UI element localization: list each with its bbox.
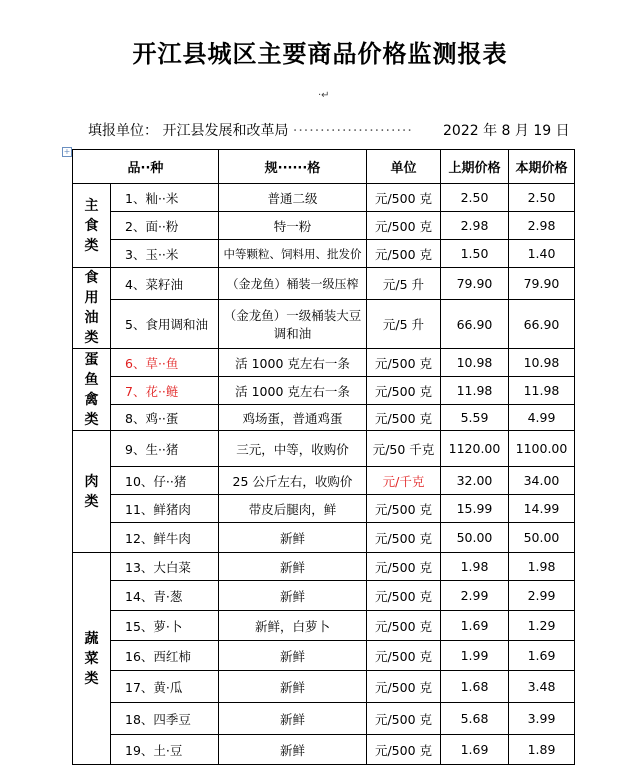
item-curr-price: 1100.00 (509, 431, 575, 467)
item-spec: 新鲜 (219, 671, 367, 703)
item-spec: 中等颗粒、饲料用、批发价 (219, 240, 367, 268)
item-curr-price: 10.98 (509, 349, 575, 377)
table-row (73, 641, 575, 671)
item-prev-price: 1120.00 (441, 431, 509, 467)
header-unit: 单位 (367, 150, 441, 184)
item-spec: 鸡场蛋，普通鸡蛋 (219, 405, 367, 431)
item-spec: 活 1000 克左右一条 (219, 349, 367, 377)
item-curr-price: 34.00 (509, 467, 575, 495)
item-prev-price: 1.69 (441, 611, 509, 641)
table-row (73, 581, 575, 611)
table-row (73, 405, 575, 431)
category-staple: 主 食 类 (73, 184, 111, 268)
item-spec: 新鲜 (219, 641, 367, 671)
item-unit: 元/500 克 (367, 184, 441, 212)
table-row (73, 553, 575, 581)
item-spec: 新鲜 (219, 553, 367, 581)
item-curr-price: 11.98 (509, 377, 575, 405)
category-meat: 肉 类 (73, 431, 111, 553)
item-prev-price: 1.69 (441, 735, 509, 765)
item-spec: 新鲜，白萝卜 (219, 611, 367, 641)
item-unit: 元/500 克 (367, 611, 441, 641)
item-spec: 三元，中等，收购价 (219, 431, 367, 467)
item-name: 10、仔··猪 (111, 467, 219, 495)
report-date: 2022 年 8 月 19 日 (443, 123, 570, 139)
item-unit: 元/500 克 (367, 240, 441, 268)
header-spec: 规······格 (219, 150, 367, 184)
item-unit: 元/千克 (367, 467, 441, 495)
item-curr-price: 2.98 (509, 212, 575, 240)
item-spec: 新鲜 (219, 581, 367, 611)
table-row (73, 240, 575, 268)
item-prev-price: 1.99 (441, 641, 509, 671)
table-row (73, 671, 575, 703)
table-row (73, 212, 575, 240)
item-name: 18、四季豆 (111, 703, 219, 735)
table-row (73, 300, 575, 349)
item-spec: 特一粉 (219, 212, 367, 240)
item-name: 2、面··粉 (111, 212, 219, 240)
item-name: 8、鸡··蛋 (111, 405, 219, 431)
table-move-handle-icon[interactable]: + (63, 147, 71, 156)
reporter-line (88, 120, 413, 140)
item-name: 12、鲜牛肉 (111, 523, 219, 553)
item-prev-price: 5.59 (441, 405, 509, 431)
item-spec: （金龙鱼）桶装一级压榨 (219, 268, 367, 300)
item-spec: 普通二级 (219, 184, 367, 212)
item-curr-price: 2.50 (509, 184, 575, 212)
item-prev-price: 1.50 (441, 240, 509, 268)
page-title: 开江县城区主要商品价格监测报表 (132, 39, 508, 68)
item-spec: 新鲜 (219, 703, 367, 735)
category-vegetables: 蔬 菜 类 (73, 553, 111, 765)
item-unit: 元/500 克 (367, 581, 441, 611)
item-unit: 元/500 克 (367, 405, 441, 431)
item-unit: 元/500 克 (367, 349, 441, 377)
item-prev-price: 10.98 (441, 349, 509, 377)
category-egg-fish-poultry: 蛋 鱼 禽 类 (73, 349, 111, 431)
table-row (73, 431, 575, 467)
item-name: 4、菜籽油 (111, 268, 219, 300)
item-prev-price: 2.99 (441, 581, 509, 611)
table-row (73, 495, 575, 523)
item-prev-price: 79.90 (441, 268, 509, 300)
item-prev-price: 2.50 (441, 184, 509, 212)
item-spec: 新鲜 (219, 735, 367, 765)
table-row (73, 184, 575, 212)
item-prev-price: 11.98 (441, 377, 509, 405)
item-unit: 元/500 克 (367, 523, 441, 553)
item-prev-price: 2.98 (441, 212, 509, 240)
category-oil: 食 用 油 类 (73, 268, 111, 349)
table-row (73, 735, 575, 765)
item-name: 14、青·葱 (111, 581, 219, 611)
item-unit: 元/5 升 (367, 268, 441, 300)
item-unit: 元/500 克 (367, 671, 441, 703)
item-prev-price: 15.99 (441, 495, 509, 523)
item-spec: （金龙鱼）一级桶装大豆调和油 (219, 300, 367, 349)
table-row (73, 349, 575, 377)
header-prev-price: 上期价格 (441, 150, 509, 184)
item-unit: 元/500 克 (367, 377, 441, 405)
item-spec: 新鲜 (219, 523, 367, 553)
item-curr-price: 2.99 (509, 581, 575, 611)
item-curr-price: 3.99 (509, 703, 575, 735)
item-name: 6、草··鱼 (111, 349, 219, 377)
item-name: 16、西红柿 (111, 641, 219, 671)
header-curr-price: 本期价格 (509, 150, 575, 184)
item-spec: 活 1000 克左右一条 (219, 377, 367, 405)
item-prev-price: 1.98 (441, 553, 509, 581)
header-item: 品··种 (73, 150, 219, 184)
item-curr-price: 1.69 (509, 641, 575, 671)
item-spec: 带皮后腿肉，鲜 (219, 495, 367, 523)
price-table (72, 149, 575, 765)
item-curr-price: 1.89 (509, 735, 575, 765)
paragraph-mark: ·↵ (318, 90, 330, 101)
leader-dots: ······················ (292, 123, 413, 139)
item-prev-price: 50.00 (441, 523, 509, 553)
item-curr-price: 1.40 (509, 240, 575, 268)
table-row (73, 703, 575, 735)
item-curr-price: 66.90 (509, 300, 575, 349)
reporter-label: 填报单位： (88, 123, 158, 139)
item-name: 15、萝·卜 (111, 611, 219, 641)
item-unit: 元/500 克 (367, 641, 441, 671)
item-curr-price: 4.99 (509, 405, 575, 431)
table-row (73, 611, 575, 641)
item-unit: 元/500 克 (367, 735, 441, 765)
item-curr-price: 1.29 (509, 611, 575, 641)
item-unit: 元/50 千克 (367, 431, 441, 467)
item-name: 9、生··猪 (111, 431, 219, 467)
item-name: 19、土·豆 (111, 735, 219, 765)
item-unit: 元/500 克 (367, 495, 441, 523)
item-name: 17、黄·瓜 (111, 671, 219, 703)
item-unit: 元/500 克 (367, 553, 441, 581)
item-curr-price: 79.90 (509, 268, 575, 300)
item-name: 1、籼··米 (111, 184, 219, 212)
item-prev-price: 32.00 (441, 467, 509, 495)
item-unit: 元/5 升 (367, 300, 441, 349)
item-curr-price: 50.00 (509, 523, 575, 553)
item-name: 3、玉··米 (111, 240, 219, 268)
table-header-row (73, 150, 575, 184)
item-spec: 25 公斤左右，收购价 (219, 467, 367, 495)
item-unit: 元/500 克 (367, 703, 441, 735)
item-name: 11、鲜猪肉 (111, 495, 219, 523)
item-curr-price: 1.98 (509, 553, 575, 581)
table-row (73, 268, 575, 300)
table-row (73, 467, 575, 495)
item-name: 5、食用调和油 (111, 300, 219, 349)
item-curr-price: 14.99 (509, 495, 575, 523)
table-row (73, 523, 575, 553)
item-prev-price: 5.68 (441, 703, 509, 735)
item-unit: 元/500 克 (367, 212, 441, 240)
item-curr-price: 3.48 (509, 671, 575, 703)
item-prev-price: 1.68 (441, 671, 509, 703)
reporter-unit: 开江县发展和改革局 (162, 123, 289, 139)
table-row (73, 377, 575, 405)
item-prev-price: 66.90 (441, 300, 509, 349)
item-name: 13、大白菜 (111, 553, 219, 581)
item-name: 7、花··鲢 (111, 377, 219, 405)
